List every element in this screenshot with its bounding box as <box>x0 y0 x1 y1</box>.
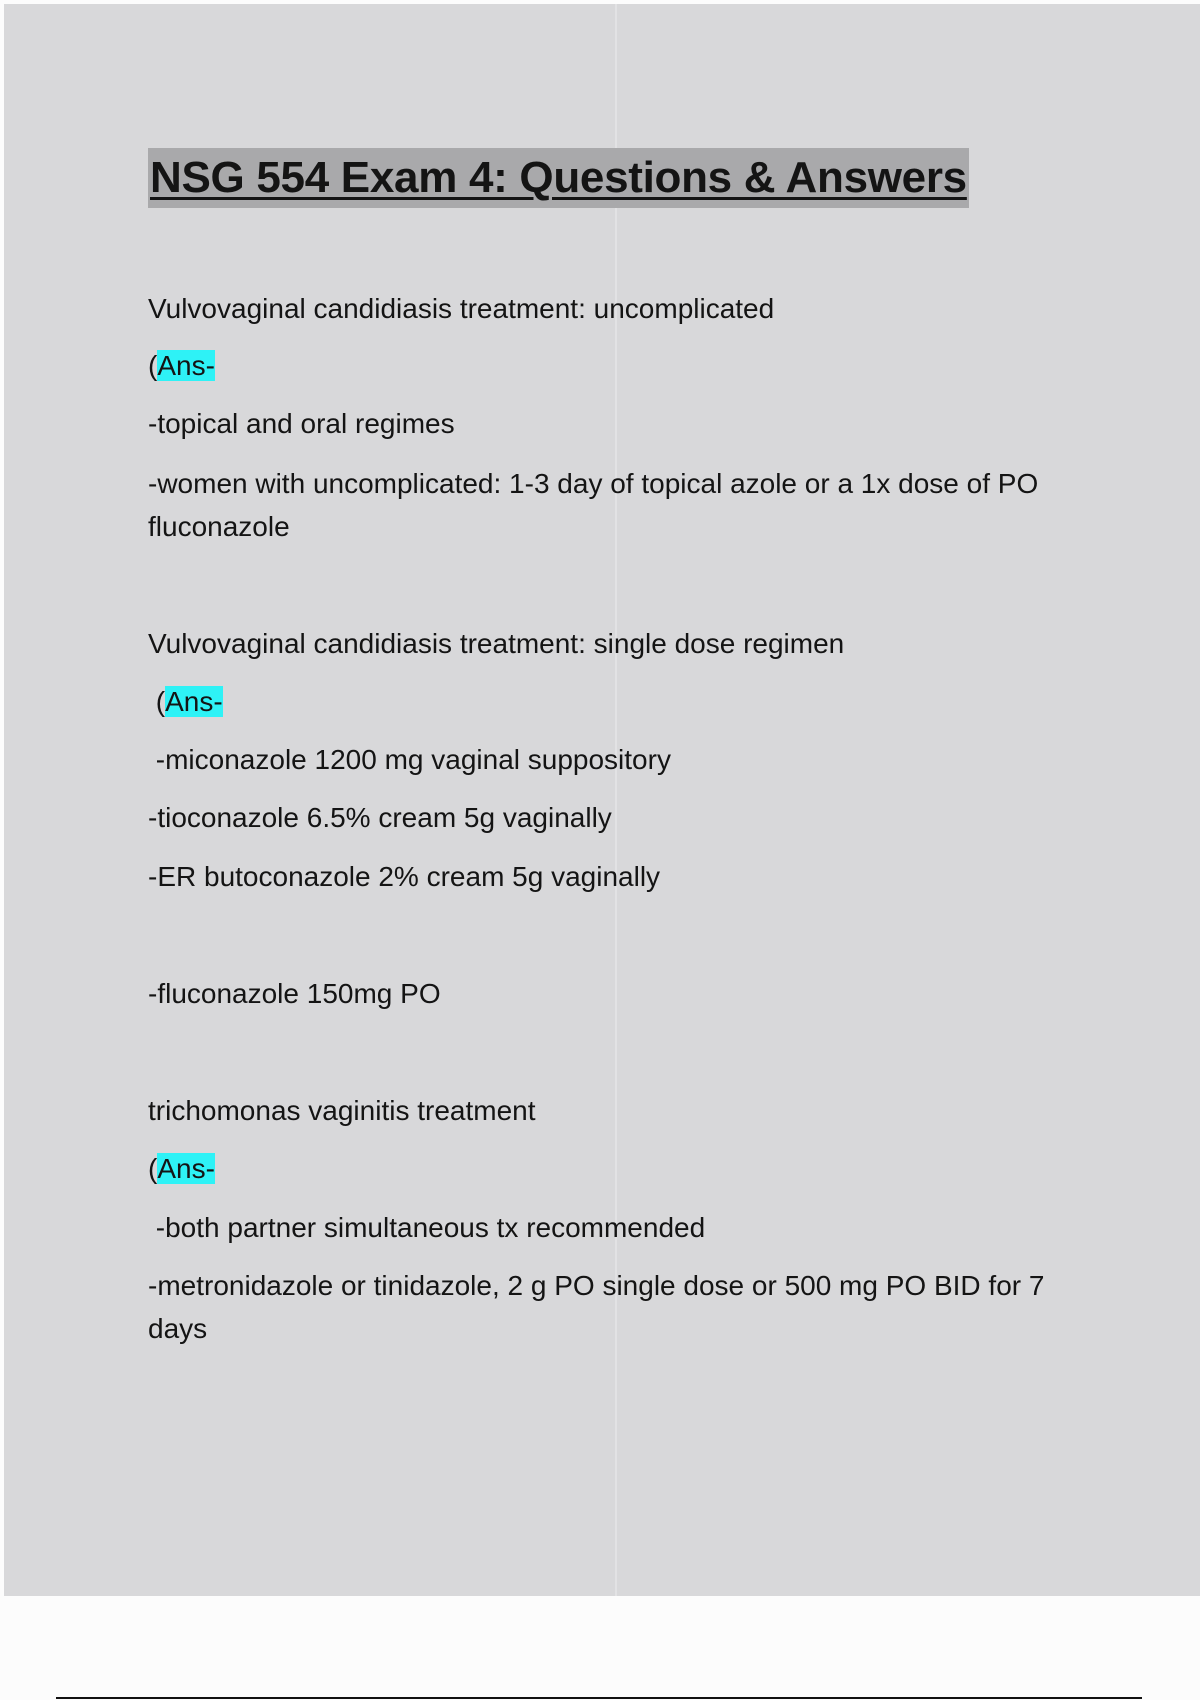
question-2-text: Vulvovaginal candidiasis treatment: single dose regimen <box>148 628 845 659</box>
answer-1-paren: ( <box>148 350 158 381</box>
answer-1-marker-line <box>148 344 1088 387</box>
answer-2-paren: ( <box>148 686 166 717</box>
answer-1-line-1: -topical and oral regimes <box>148 408 455 439</box>
answer-3-marker-line <box>148 1147 1088 1190</box>
question-1-text: Vulvovaginal candidiasis treatment: uncomplicated <box>148 293 775 324</box>
answer-2-line-2: -tioconazole 6.5% cream 5g vaginally <box>148 802 612 833</box>
answer-3-paren: ( <box>148 1153 158 1184</box>
answer-2-line-3: -ER butoconazole 2% cream 5g vaginally <box>148 861 661 892</box>
answer-1-line-2: -women with uncomplicated: 1-3 day of topical azole or a 1x dose of PO fluconazole <box>148 468 1039 542</box>
answer-2-line-1: -miconazole 1200 mg vaginal suppository <box>148 744 671 775</box>
answer-3-marker: Ans- <box>157 1153 215 1184</box>
page-title: NSG 554 Exam 4: Questions & Answers <box>148 148 969 208</box>
footer-rule <box>56 1697 1142 1699</box>
answer-3-line-2: -metronidazole or tinidazole, 2 g PO single dose or 500 mg PO BID for 7 days <box>148 1270 1045 1344</box>
answer-2-marker-line <box>148 680 1088 723</box>
answer-2-line-4: -fluconazole 150mg PO <box>148 978 441 1009</box>
answer-2-marker: Ans- <box>165 686 223 717</box>
answer-1-marker: Ans- <box>157 350 215 381</box>
question-3-text: trichomonas vaginitis treatment <box>148 1095 536 1126</box>
answer-3-line-1: -both partner simultaneous tx recommended <box>148 1212 706 1243</box>
